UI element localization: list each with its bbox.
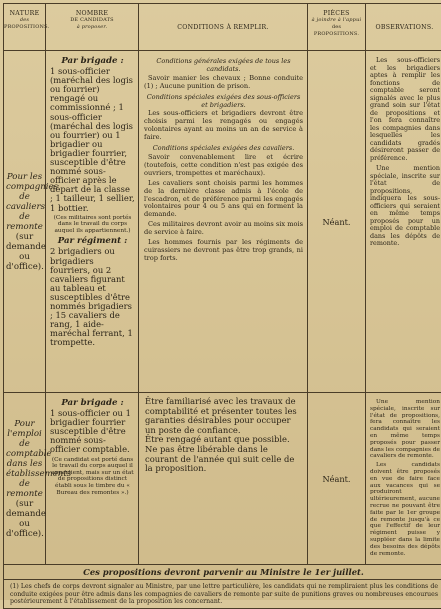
row1-spec-title-1: Conditions spéciales exigées des sous-officiers et brigadiers. [144, 94, 303, 110]
row2-nombre [46, 393, 139, 565]
row1-pieces-value: Néant. [322, 217, 350, 227]
header-conditions-label: CONDITIONS À REMPLIR. [177, 24, 268, 31]
row1-spec-text-2c: Ces militaires devront avoir au moins six mois de service à faire. [144, 221, 303, 237]
row-emploi-comptable [4, 393, 441, 565]
row2-condition-3: Ne pas être libérable dans le courant de l'année qui suit celle de la proposition. [145, 445, 303, 474]
row1-regiment-title: Par régiment : [50, 237, 135, 246]
header-observations [366, 4, 441, 51]
row2-observation-2: Les candidats doivent être proposés en vue de faire face aux vacances qui se produiront ultérieurement, aucune recrue ne pouvant être faite par le 1er groupe de remonte jusqu'à ce que l'effectif de leur régiment puisse y suppléer dans la limite des besoins des dépôts de remonte. [370, 462, 440, 557]
row2-pieces-value: Néant. [322, 474, 350, 484]
row1-nature [4, 51, 46, 393]
row1-regiment-text: 2 brigadiers ou brigadiers fourriers, ou 2 cavaliers figurant au tableau et susceptibles d'être nommés brigadiers ; 15 cavaliers de rang, 1 aide-maréchal ferrant, 1 trompette. [50, 247, 135, 347]
header-pieces-4: PROPOSITIONS. [308, 31, 365, 38]
header-pieces [308, 4, 366, 51]
header-nombre-2: DE CANDIDATS [46, 17, 138, 24]
header-nature-1: NATURE [10, 10, 40, 17]
row2-nature-sub: (sur demande ou d'office). [6, 499, 43, 539]
row1-brigade-text: 1 sous-officier (maréchal des logis ou fourrier) rengagé ou commissionné ; 1 sous-officier (maréchal des logis ou fourrier) ou 1 brigadier ou brigadier fourrier, susceptible d'être nommé sous-officier après le départ de la classe ; 1 tailleur, 1 sellier, 1 bottier. [50, 67, 135, 213]
row1-observation-1: Les sous-officiers et les brigadiers aptes à remplir les fonctions de comptable seront signalés avec le plus grand soin sur l'état de propositions et l'on fera connaître les compagnies dans lesquelles les candidats gradés désireront passer de préférence. [370, 57, 440, 162]
header-conditions [139, 4, 308, 51]
footnote-row [4, 580, 441, 609]
header-observations-label: OBSERVATIONS. [376, 24, 434, 31]
row1-spec-text-2d: Les hommes fournis par les régiments de cuirassiers ne devront pas être trop grands, ni trop forts. [144, 239, 303, 263]
header-nature [4, 4, 46, 51]
row1-gen-title: Conditions générales exigées de tous les candidats. [144, 58, 303, 74]
header-pieces-3: des [308, 24, 365, 31]
footnote: (1) Les chefs de corps devront signaler au Ministre, par une lettre particulière, les candidats qui ne rempliraient plus les conditions de conduite exigées pour être admis dans les compagnies de cavaliers de remonte par suite de punitions graves ou nombreuses encourues postérieurement à l'établissement de la proposition les concernant. [4, 580, 441, 609]
row1-observation-2: Une mention spéciale, inscrite sur l'état de propositions, indiquera les sous-officiers qui seraient en même temps proposés pour un emploi de comptable dans les dépôts de remonte. [370, 165, 440, 248]
header-nature-3: PROPOSITIONS. [4, 24, 45, 31]
row2-brigade-note: (Ce candidat est porté dans le travail du corps auquel il appartient, mais sur un état de propositions distinct établi sous le timbre du « Bureau des remontes ».) [50, 457, 135, 497]
header-nombre-1: NOMBRE [76, 10, 108, 17]
row2-observation-1: Une mention spéciale, inscrite sur l'état de propositions, fera connaître les candidats qui seraient en même temps proposés pour passer dans les compagnies de cavaliers de remonte. [370, 399, 440, 460]
row-cavaliers-remonte [4, 51, 441, 393]
deadline-banner: Ces propositions devront parvenir au Ministre le 1er juillet. [4, 565, 441, 580]
row1-gen-text: Savoir manier les chevaux ; Bonne conduite (1) ; Aucune punition de prison. [144, 75, 303, 91]
row1-nature-sub: (sur demande ou d'office). [6, 232, 43, 272]
row1-conditions [139, 51, 308, 393]
row2-nature-main: Pour l'emploi de comptable dans les établissements de remonte [6, 419, 43, 499]
row1-spec-title-2: Conditions spéciales exigées des cavaliers. [144, 145, 303, 153]
row2-brigade-title: Par brigade : [50, 399, 135, 408]
row1-nature-main: Pour les compagnies de cavaliers de remonte [6, 172, 43, 232]
row2-nature [4, 393, 46, 565]
row1-brigade-note: (Ces militaires sont portés dans le travail du corps auquel ils appartiennent.) [50, 215, 135, 235]
header-row [4, 4, 441, 51]
row1-brigade-title: Par brigade : [50, 57, 135, 66]
header-pieces-1: PIÈCES [323, 10, 349, 17]
propositions-table [3, 3, 441, 609]
row2-brigade-text: 1 sous-officier ou 1 brigadier fourrier susceptible d'être nommé sous-officier comptable. [50, 409, 135, 454]
row2-observations [366, 393, 441, 565]
row2-pieces [308, 393, 366, 565]
header-nature-2: des [4, 17, 45, 24]
header-pieces-2: à joindre à l'appui [308, 17, 365, 24]
header-nombre-3: à proposer. [46, 24, 138, 31]
row2-conditions [139, 393, 308, 565]
row2-condition-1: Être familiarisé avec les travaux de comptabilité et présenter toutes les garanties désirables pour occuper un poste de confiance. [145, 397, 303, 435]
row1-observations [366, 51, 441, 393]
row1-pieces [308, 51, 366, 393]
row1-spec-text-2a: Savoir convenablement lire et écrire (toutefois, cette condition n'est pas exigée des ouvriers, trompettes et maréchaux). [144, 154, 303, 178]
header-nombre [46, 4, 139, 51]
banner-row [4, 565, 441, 580]
row2-condition-2: Être rengagé autant que possible. [145, 435, 303, 445]
row1-nombre [46, 51, 139, 393]
row1-spec-text-2b: Les cavaliers sont choisis parmi les hommes de la dernière classe admis à l'école de l'escadron, et de préférence parmi les engagés volontaires pour 4 ou 5 ans qui en forment la demande. [144, 180, 303, 220]
row1-spec-text-1: Les sous-officiers et brigadiers devront être choisis parmi les rengagés ou engagés volontaires ayant au moins un an de service à faire. [144, 110, 303, 142]
